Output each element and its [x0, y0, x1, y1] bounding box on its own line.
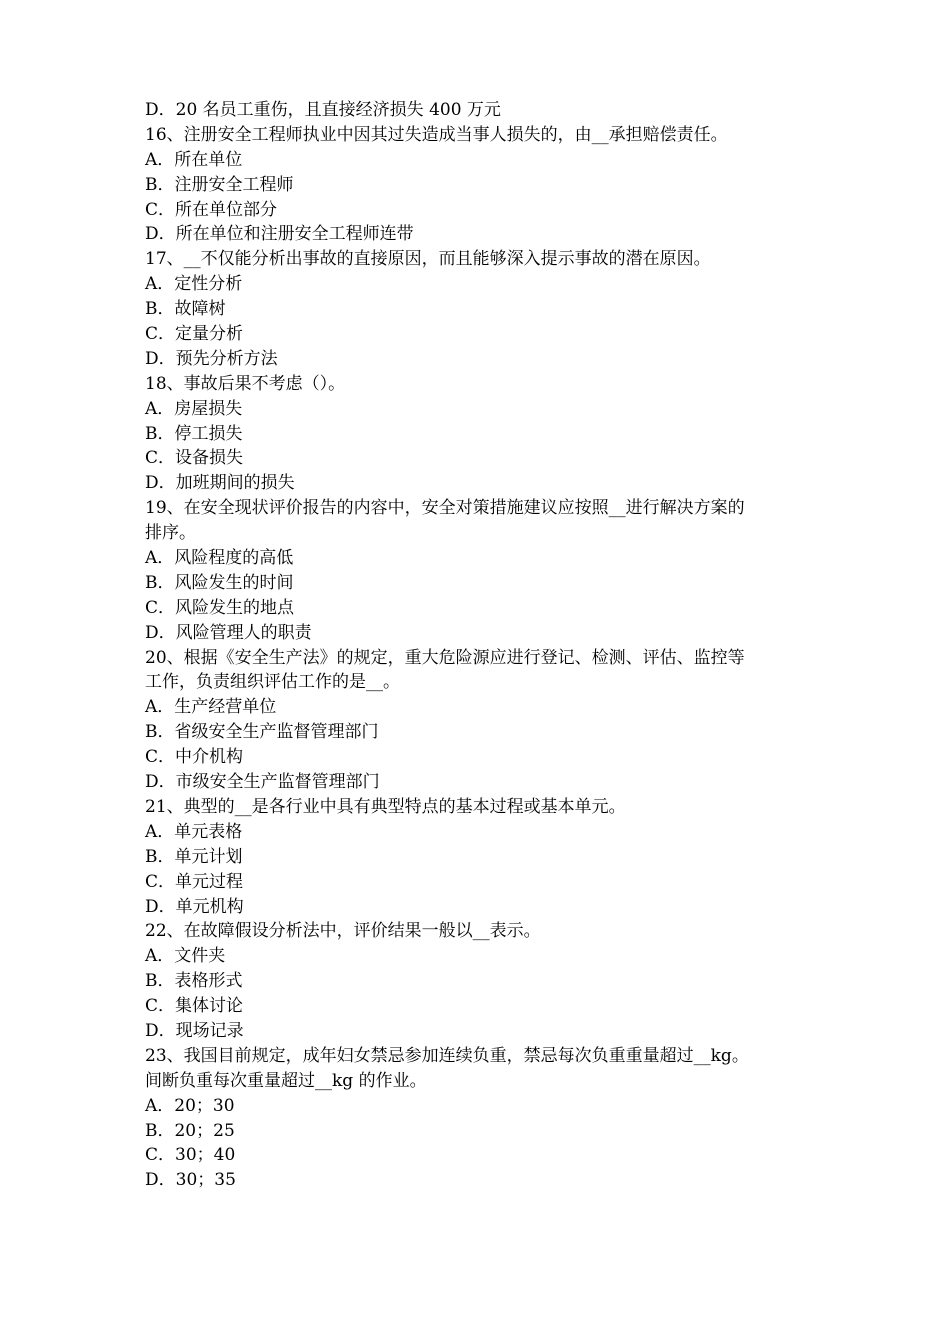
option-c-q19: C．风险发生的地点 — [145, 597, 295, 618]
option-d-q20: D．市级安全生产监督管理部门 — [145, 772, 380, 793]
option-c-q16: C．所在单位部分 — [145, 199, 278, 220]
option-c-q18: C．设备损失 — [145, 448, 244, 469]
document-page — [145, 98, 825, 1193]
option-c-q23: C．30；40 — [145, 1145, 236, 1166]
option-a-q19: A．风险程度的高低 — [145, 548, 294, 569]
option-c-q20: C．中介机构 — [145, 747, 244, 768]
question-20-line-2: 工作，负责组织评估工作的是__。 — [145, 672, 400, 693]
option-d-q22: D．现场记录 — [145, 1020, 244, 1041]
option-b-q17: B．故障树 — [145, 299, 226, 320]
question-19-line-2: 排序。 — [145, 523, 196, 544]
question-22: 22、在故障假设分析法中，评价结果一般以__表示。 — [145, 921, 541, 942]
question-23-line-2: 间断负重每次重量超过__kg 的作业。 — [145, 1070, 427, 1091]
option-a-q20: A．生产经营单位 — [145, 697, 277, 718]
option-d-q19: D．风险管理人的职责 — [145, 622, 312, 643]
question-21: 21、典型的__是各行业中具有典型特点的基本过程或基本单元。 — [145, 796, 626, 817]
option-b-q20: B．省级安全生产监督管理部门 — [145, 722, 379, 743]
question-23-line-1: 23、我国目前规定，成年妇女禁忌参加连续负重，禁忌每次负重重量超过__kg。 — [145, 1045, 749, 1066]
option-d-q23: D．30；35 — [145, 1170, 236, 1191]
option-d-q18: D．加班期间的损失 — [145, 473, 295, 494]
option-a-q22: A．文件夹 — [145, 946, 226, 967]
option-d-q15: D．20 名员工重伤，且直接经济损失 400 万元 — [145, 100, 501, 120]
option-b-q21: B．单元计划 — [145, 846, 243, 867]
question-17: 17、__不仅能分析出事故的直接原因，而且能够深入提示事故的潜在原因。 — [145, 249, 711, 270]
question-16: 16、注册安全工程师执业中因其过失造成当事人损失的，由__承担赔偿责任。 — [145, 124, 728, 145]
option-d-q17: D．预先分析方法 — [145, 348, 278, 369]
option-c-q21: C．单元过程 — [145, 871, 244, 892]
option-d-q16: D．所在单位和注册安全工程师连带 — [145, 224, 414, 245]
option-d-q21: D．单元机构 — [145, 896, 244, 917]
option-b-q16: B．注册安全工程师 — [145, 174, 294, 195]
option-b-q23: B．20；25 — [145, 1120, 235, 1141]
option-a-q17: A．定性分析 — [145, 274, 243, 295]
option-b-q19: B．风险发生的时间 — [145, 572, 294, 593]
option-a-q23: A．20；30 — [145, 1095, 235, 1116]
question-18: 18、事故后果不考虑（）。 — [145, 373, 346, 394]
question-19-line-1: 19、在安全现状评价报告的内容中，安全对策措施建议应按照__进行解决方案的 — [145, 498, 745, 519]
question-20-line-1: 20、根据《安全生产法》的规定，重大危险源应进行登记、检测、评估、监控等 — [145, 647, 745, 668]
option-a-q21: A．单元表格 — [145, 821, 243, 842]
option-c-q17: C．定量分析 — [145, 324, 244, 345]
option-a-q18: A．房屋损失 — [145, 398, 243, 419]
option-b-q18: B．停工损失 — [145, 423, 243, 444]
option-a-q16: A．所在单位 — [145, 149, 243, 170]
option-c-q22: C．集体讨论 — [145, 996, 244, 1017]
option-b-q22: B．表格形式 — [145, 971, 243, 992]
